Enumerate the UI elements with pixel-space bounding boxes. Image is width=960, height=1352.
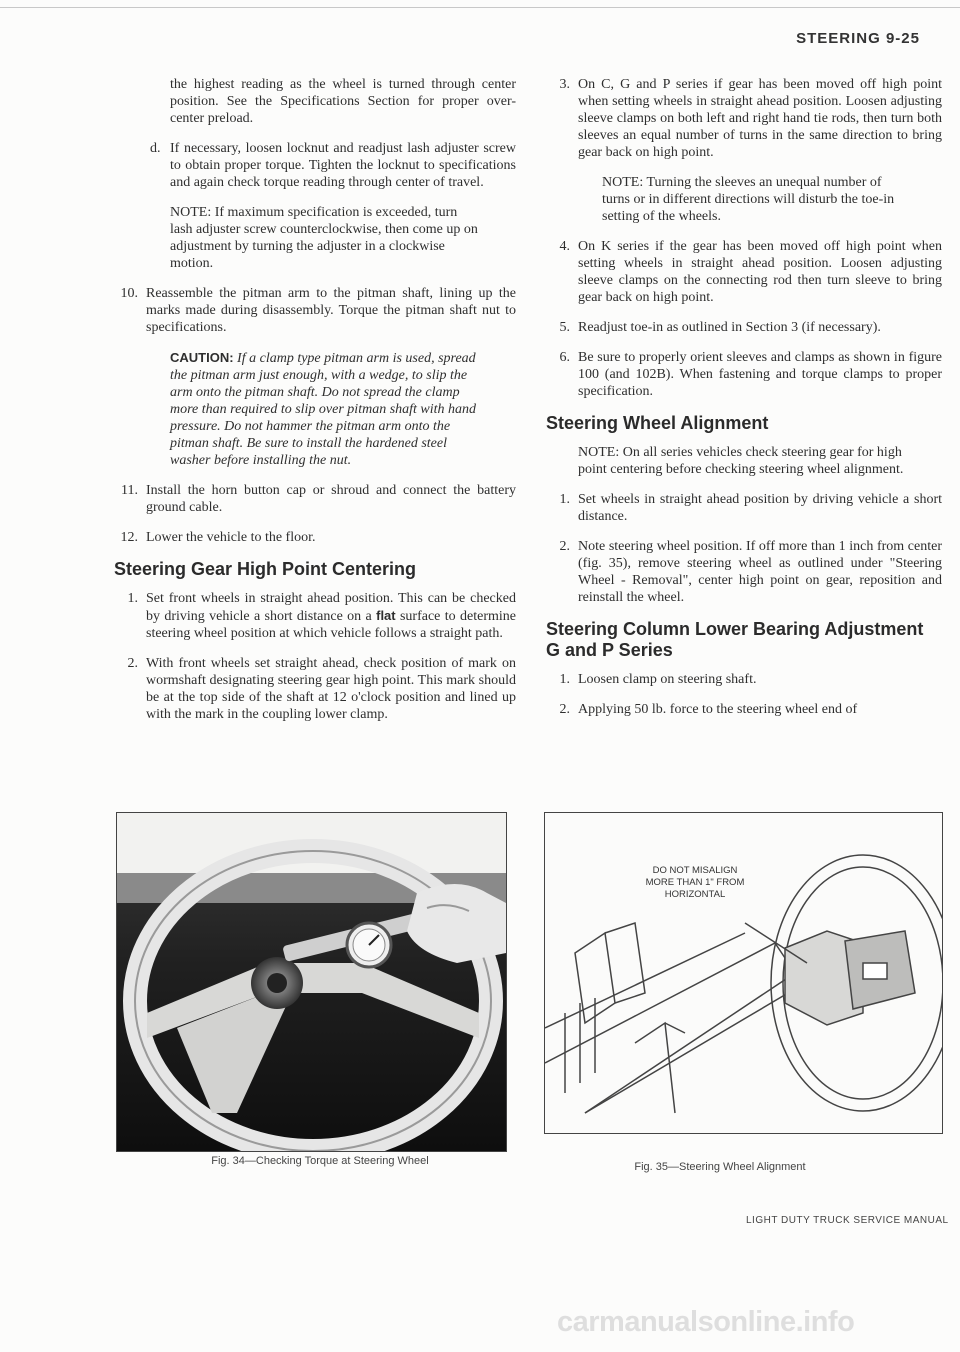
step-number: 5. (559, 320, 570, 335)
callout-line-3: HORIZONTAL (664, 889, 726, 900)
step-number: 12. (120, 530, 138, 545)
step-text: Install the horn button cap or shroud and connect the battery ground cable. (146, 483, 516, 515)
step-number: 2. (559, 702, 570, 717)
step-number: 11. (121, 483, 138, 498)
step-text: With front wheels set straight ahead, check position of mark on wormshaft designating steering gear high point. This mark should be at the top side of the shaft at 12 o'clock position and lined up with the mark in the coupling lower clamp. (146, 656, 516, 722)
high-point-step-2 (114, 655, 516, 723)
step-text-part: Set front wheels in straight ahead position. This can be checked by driving vehicle a short distance on a (146, 591, 516, 624)
step-number: 2. (559, 539, 570, 554)
step-text: Readjust toe-in as outlined in Section 3 (if necessary). (578, 320, 881, 335)
page-header: STEERING 9-25 (796, 30, 920, 47)
note-paragraph: NOTE: If maximum specification is exceeded, turn lash adjuster screw counterclockwise, then come up on adjustment by turning the adjuster in a clockwise motion. (170, 205, 478, 271)
step-text: Note steering wheel position. If off more than 1 inch from center (fig. 35), remove steering wheel as outlined under "Steering Wheel - Removal", center high point on gear, reposition and reinstall the wheel. (578, 539, 942, 605)
caution-text: If a clamp type pitman arm is used, spread the pitman arm just enough, with a wedge, to slip the arm onto the pitman shaft. Do not spread the clamp more than required to slip over pitman shaft with hand pressure. Do not hammer the pitman arm onto the pitman shaft. Be sure to install the hardened steel washer before installing the nut. (170, 351, 477, 468)
step-number: 1. (559, 492, 570, 507)
step-text: Loosen clamp on steering shaft. (578, 672, 757, 687)
page-footer: LIGHT DUTY TRUCK SERVICE MANUAL (746, 1215, 949, 1226)
step-text: Applying 50 lb. force to the steering wheel end of (578, 702, 858, 717)
high-point-step-1 (114, 590, 516, 642)
caution-paragraph (114, 349, 516, 469)
step-number: 10. (120, 286, 138, 301)
section-heading-lower-bearing: Steering Column Lower Bearing Adjustment G and P Series (546, 619, 924, 660)
callout-line-1: DO NOT MISALIGN (652, 865, 738, 876)
top-rule (0, 7, 960, 8)
step-text: On K series if the gear has been moved off high point when setting wheels in straight ahead position. Loosen adjusting sleeve clamps on the connecting rod then turn sleeve to bring gear back on high point. (578, 239, 942, 305)
section-heading-high-point: Steering Gear High Point Centering (114, 559, 417, 579)
continued-paragraph: the highest reading as the wheel is turned through center position. See the Specifications Section for proper over-center preload. (170, 77, 516, 126)
step-text: Reassemble the pitman arm to the pitman shaft, lining up the marks made during disassembly. Torque the pitman shaft nut to specifications. (146, 286, 516, 335)
figure-34-caption: Fig. 34—Checking Torque at Steering Wheel (211, 1155, 429, 1167)
figure-35-diagram (544, 812, 943, 1134)
note-paragraph: NOTE: On all series vehicles check steering gear for high point centering before checking steering wheel alignment. (578, 445, 904, 477)
callout-line-2: MORE THAN 1" FROM (645, 877, 745, 888)
step-number: 2. (127, 656, 138, 671)
step-text: Be sure to properly orient sleeves and clamps as shown in figure 100 (and 102B). When fastening and torque clamps to proper specification. (578, 350, 942, 399)
step-3 (546, 76, 942, 161)
figure-34-photo (116, 812, 507, 1152)
step-11 (114, 482, 516, 516)
step-text: Lower the vehicle to the floor. (146, 530, 316, 545)
step-text: If necessary, loosen locknut and readjust lash adjuster screw to obtain proper torque. Tighten the locknut to specifications and again check torque reading through center of travel. (170, 141, 516, 190)
step-number: 1. (559, 672, 570, 687)
step-10 (114, 285, 516, 336)
step-number: d. (150, 141, 161, 156)
left-column (114, 76, 516, 736)
step-number: 3. (559, 77, 570, 92)
step-5 (546, 319, 942, 336)
step-12 (114, 529, 516, 546)
step-text (146, 590, 516, 642)
step-4 (546, 238, 942, 306)
note-paragraph: NOTE: Turning the sleeves an unequal number of turns or in different directions will disturb the toe-in setting of the wheels. (602, 175, 895, 224)
flat-emphasis: flat (376, 608, 396, 623)
caution-label: CAUTION: (170, 350, 234, 365)
sub-step-d (114, 140, 516, 191)
step-number: 4. (559, 239, 570, 254)
bearing-step-1 (546, 671, 942, 688)
watermark: carmanualsonline.info (557, 1306, 855, 1338)
step-text-part: surface to determine steering wheel position at which vehicle follows a straight path. (146, 609, 516, 641)
wheel-alignment-drawing (545, 813, 942, 1133)
alignment-step-1 (546, 491, 942, 525)
figure-35-caption: Fig. 35—Steering Wheel Alignment (634, 1161, 806, 1173)
steering-wheel-photo (117, 813, 506, 1151)
step-text: On C, G and P series if gear has been moved off high point when setting wheels in straight ahead position. Loosen adjusting sleeve clamps on both left and right hand tie rods, then turn both sleeves an equal number of turns in the same direction to bring gear back on high point. (578, 77, 942, 160)
step-number: 6. (559, 350, 570, 365)
alignment-step-2 (546, 538, 942, 606)
step-text: Set wheels in straight ahead position by driving vehicle a short distance. (578, 492, 942, 524)
step-number: 1. (127, 591, 138, 606)
bearing-step-2 (546, 701, 942, 718)
step-6 (546, 349, 942, 400)
right-column (546, 76, 942, 731)
section-heading-wheel-alignment: Steering Wheel Alignment (546, 413, 769, 433)
